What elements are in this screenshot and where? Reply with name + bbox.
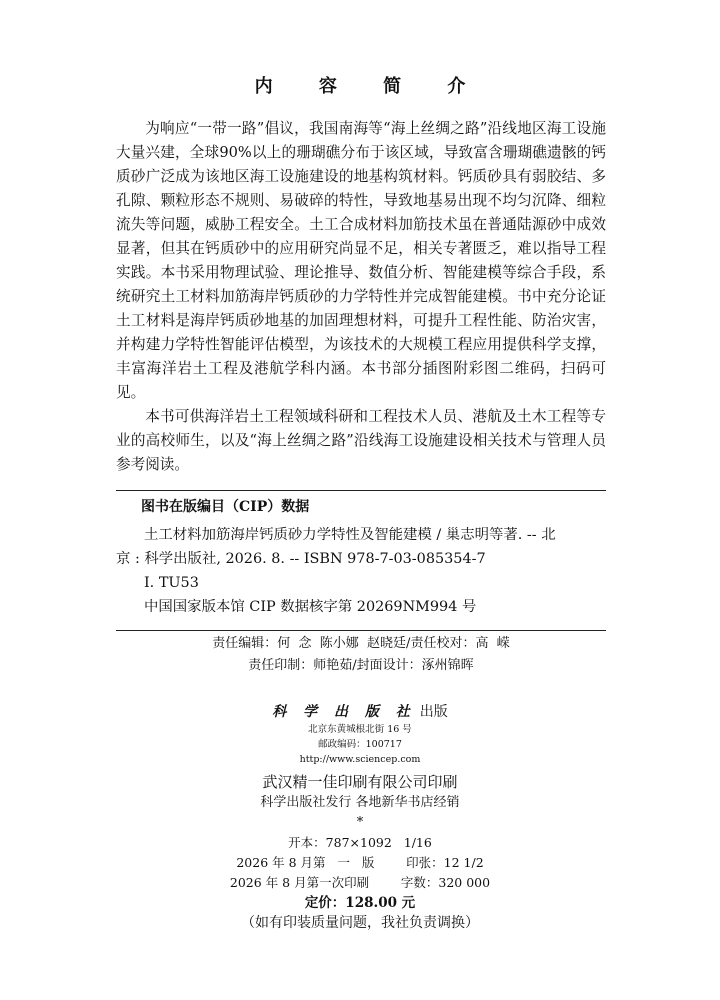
publisher-postcode: 邮政编码：100717 [318, 739, 402, 750]
editors-block [116, 633, 606, 677]
cip-line-number: 中国国家版本馆 CIP 数据核字第 20269NM994 号 [144, 599, 477, 615]
cip-line-classification: I. TU53 [144, 575, 199, 591]
editors-line-1: 责任编辑：何 念 陈小娜 赵晓廷/责任校对：高 嵘 [212, 636, 510, 651]
cip-line-publisher: 京 : 科学出版社, 2026. 8. -- ISBN 978-7-03-085354-7 [116, 551, 486, 567]
price-line: 定价：128.00 元 [304, 895, 416, 911]
quality-notice: （如有印装质量问题，我社负责调换） [241, 915, 479, 931]
intro-paragraph-1: 为响应“一带一路”倡议，我国南海等“海上丝绸之路”沿线地区海工设施大量兴建，全球90%以上的珊瑚礁分布于该区域，导致富含珊瑚礁遗骸的钙质砂广泛成为该地区海工设施建设的地基构筑材料。钙质砂具有弱胶结、多孔隙、颗粒形态不规则、易破碎的特性，导致地基易出现不均匀沉降、细粒流失等问题，威胁工程安全。土工合成材料加筋技术虽在普通陆源砂中成效显著，但其在钙质砂中的应用研究尚显不足，相关专著匮乏，难以指导工程实践。本书采用物理试验、理论推导、数值分析、智能建模等综合手段，系统研究土工材料加筋海岸钙质砂的力学特性并完成智能建模。书中充分论证土工材料是海岸钙质砂地基的加固理想材料，可提升工程性能、防治灾害，并构建力学特性智能评估模型，为该技术的大规模工程应用提供科学支撑，丰富海洋岩土工程及港航学科内涵。本书部分插图附彩图二维码，扫码可见。 [116, 120, 606, 401]
divider-top [116, 490, 606, 491]
publisher-line [0, 702, 720, 722]
cip-block [116, 497, 606, 619]
edition-line: 2026 年 8 月第 一 版 印张：12 1/2 [236, 855, 484, 870]
format-line: 开本：787×1092 1/16 [288, 835, 432, 850]
intro-title: 内 容 简 介 [254, 76, 486, 97]
distribution-line: 科学出版社发行 各地新华书店经销 [260, 795, 460, 810]
cip-line-title: 土工材料加筋海岸钙质砂力学特性及智能建模 / 巢志明等著. -- 北 [144, 527, 556, 543]
printing-line: 2026 年 8 月第一次印刷 字数：320 000 [229, 875, 491, 890]
cip-heading: 图书在版编目（CIP）数据 [141, 499, 310, 515]
separator-asterisk: * [356, 815, 364, 830]
publisher-website: http://www.sciencep.com [299, 754, 421, 765]
intro-body [116, 117, 606, 477]
publisher-address: 北京东黄城根北街 16 号 [308, 724, 412, 735]
divider-bottom [116, 630, 606, 631]
intro-paragraph-2: 本书可供海洋岩土工程领域科研和工程技术人员、港航及土木工程等专业的高校师生，以及“海上丝绸之路”沿线海工设施建设相关技术与管理人员参考阅读。 [116, 408, 606, 473]
imprint-block [0, 702, 720, 933]
publish-word: 出版 [419, 704, 448, 720]
editors-line-2: 责任印制：师艳茹/封面设计：涿州锦晖 [248, 658, 474, 673]
printer-line: 武汉精一佳印刷有限公司印刷 [262, 773, 458, 791]
publisher-logo: 科 学 出 版 社 [272, 704, 416, 720]
